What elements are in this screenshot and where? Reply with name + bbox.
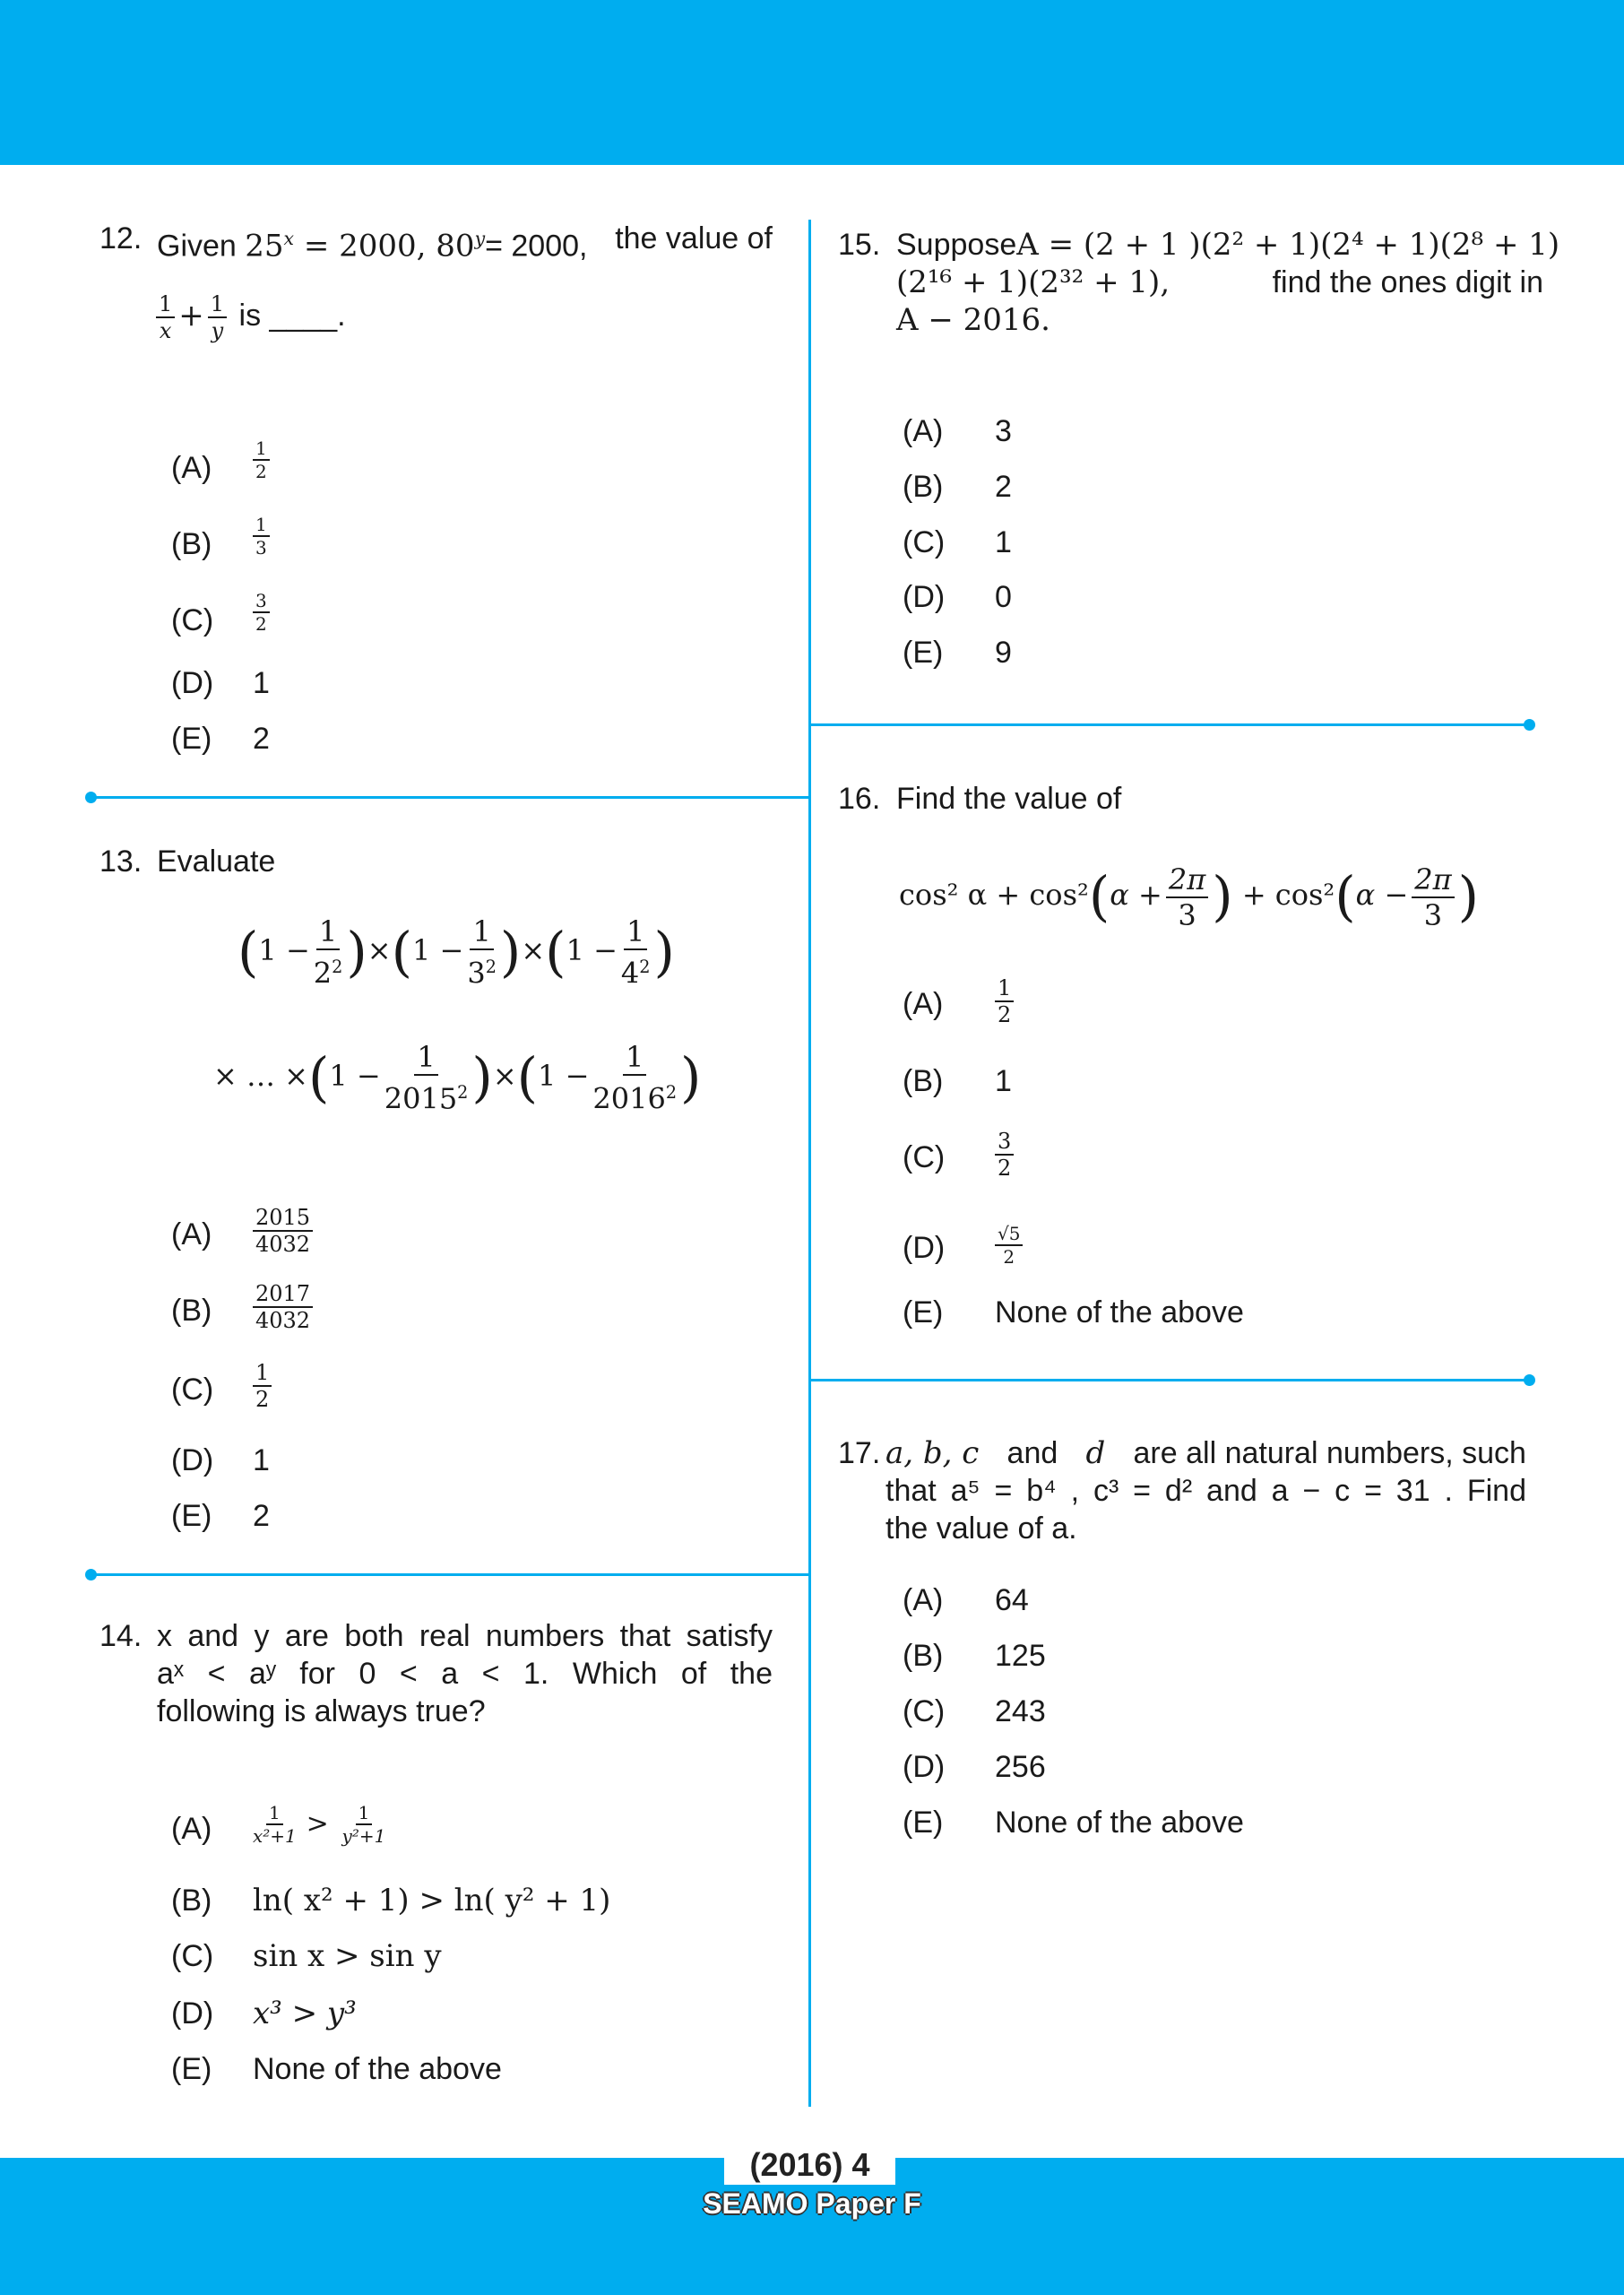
formula: cos² α + cos²(α + $\frac{2\pi}{3}$ ) + cos²(α − $\frac{2\pi}{3}$ ): [899, 862, 1480, 932]
question-number: 15.: [838, 228, 881, 262]
question-stem: Find the value of: [896, 782, 1122, 816]
question-number: 16.: [838, 782, 881, 816]
option-value: 1: [253, 666, 270, 700]
option-value: x³ > y³: [253, 1996, 357, 2031]
formula-line-1: (1 − $\frac{1}{2^2}$ )×(1 − $\frac{1}{3^2}$ )×(1 − $\frac{1}{4^2}$ ): [238, 914, 675, 991]
option-value: 1: [253, 1443, 270, 1477]
option-label: (E): [903, 636, 944, 670]
separator-dot: [1524, 1374, 1535, 1386]
option-label: (B): [171, 527, 212, 561]
option-label: (B): [171, 1884, 212, 1918]
option-label: (C): [903, 1694, 946, 1728]
option-label: (D): [903, 580, 946, 614]
question-stem: x and y are both real numbers that satisfy: [157, 1619, 773, 1653]
option-label: (B): [903, 1639, 944, 1673]
question-stem: following is always true?: [157, 1694, 486, 1728]
option-label: (D): [171, 1996, 214, 2031]
option-value: None of the above: [995, 1806, 1244, 1840]
question-stem: Suppose A = (2 + 1 )(2² + 1)(2⁴ + 1)(2⁸ + 1): [896, 227, 1560, 263]
header-band: [0, 0, 1624, 165]
option-label: (A): [171, 1217, 212, 1251]
question-number: 14.: [99, 1619, 143, 1653]
separator-dot: [85, 1569, 97, 1581]
formula-line-2: × … ×(1 − $\frac{1}{2015^2}$ )×(1 − $\frac{1}{2016^2}$ ): [213, 1040, 702, 1116]
option-label: (D): [171, 666, 214, 700]
option-value: 2: [995, 470, 1012, 504]
option-label: (C): [171, 1373, 214, 1407]
option-value: 1: [995, 1064, 1012, 1098]
option-label: (E): [171, 1499, 212, 1533]
option-value: None of the above: [253, 2052, 502, 2086]
question-stem: that a⁵ = b⁴ , c³ = d² and a − c = 31 . Find: [885, 1474, 1526, 1508]
separator: [91, 1573, 810, 1576]
option-label: (C): [171, 1939, 214, 1973]
option-label: (A): [903, 987, 944, 1021]
question-stem: Evaluate: [157, 844, 276, 879]
option-value: 243: [995, 1694, 1046, 1728]
option-label: (B): [903, 470, 944, 504]
question-stem: aˣ < aʸ for 0 < a < 1. Which of the: [157, 1657, 773, 1691]
option-label: (E): [171, 722, 212, 756]
option-value: 3: [995, 414, 1012, 448]
option-value: None of the above: [995, 1295, 1244, 1329]
page-number: (2016) 4: [724, 2145, 895, 2185]
question-stem: (2¹⁶ + 1)(2³² + 1), find the ones digit in: [896, 264, 1543, 300]
option-label: (E): [171, 2052, 212, 2086]
option-value: 0: [995, 580, 1012, 614]
question-number: 13.: [99, 844, 143, 879]
question-stem: A − 2016.: [896, 302, 1050, 338]
question-stem-fraction: $\frac{1}{x}$ + $\frac{1}{y}$ is ____.: [152, 289, 346, 343]
option-value: 2: [253, 1499, 270, 1533]
option-label: (C): [171, 603, 214, 637]
separator-dot: [1524, 719, 1535, 731]
option-value: 64: [995, 1583, 1029, 1617]
question-stem: Given $25^x = 2000$, $80^y= 2000$, the value of: [157, 221, 773, 264]
option-label: (D): [903, 1750, 946, 1784]
option-value: ln( x² + 1) > ln( y² + 1): [253, 1883, 611, 1918]
option-value: 256: [995, 1750, 1046, 1784]
separator-dot: [85, 792, 97, 803]
column-divider: [808, 220, 811, 2107]
option-label: (A): [903, 414, 944, 448]
option-value: 2: [253, 722, 270, 756]
option-label: (B): [171, 1294, 212, 1328]
option-label: (D): [171, 1443, 214, 1477]
paper-name: SEAMO Paper F: [703, 2187, 921, 2220]
separator: [91, 796, 810, 799]
option-value: 9: [995, 636, 1012, 670]
option-label: (E): [903, 1295, 944, 1329]
question-stem: the value of a.: [885, 1511, 1077, 1546]
question-number: 17.: [838, 1436, 881, 1470]
option-label: (D): [903, 1231, 946, 1265]
separator: [809, 1379, 1529, 1381]
option-label: (E): [903, 1806, 944, 1840]
separator: [809, 723, 1529, 726]
option-value: 125: [995, 1639, 1046, 1673]
option-label: (C): [903, 1140, 946, 1174]
option-label: (A): [171, 451, 212, 485]
question-stem: a, b, c and d are all natural numbers, such: [885, 1435, 1526, 1471]
option-label: (A): [171, 1812, 212, 1846]
option-value: 1: [995, 525, 1012, 559]
option-label: (A): [903, 1583, 944, 1617]
question-number: 12.: [99, 221, 143, 255]
option-value: sin x > sin y: [253, 1938, 442, 1974]
option-label: (B): [903, 1064, 944, 1098]
option-label: (C): [903, 525, 946, 559]
